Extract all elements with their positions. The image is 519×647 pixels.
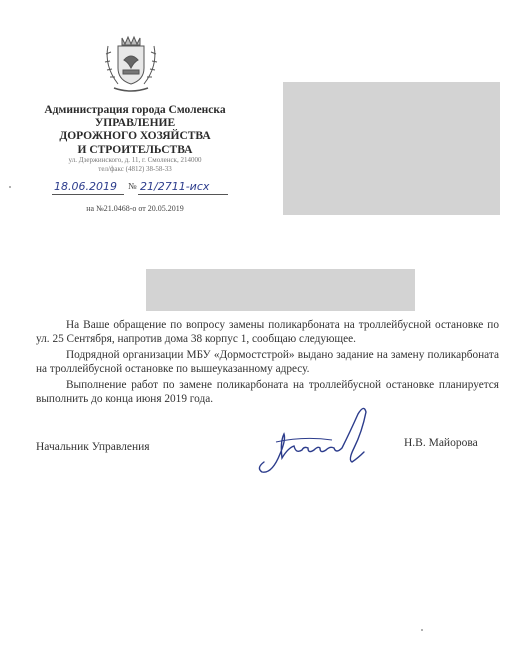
scan-speck [421,629,423,631]
outgoing-date-number [52,180,232,196]
body-paragraph-3: Выполнение работ по замене поликарбоната на троллейбусной остановке планируется выполнить до конца июня 2019 года. [36,379,499,406]
redacted-salutation [146,269,415,311]
outgoing-number: 21/2711-исх [140,180,210,193]
reference-line: на №21.0468-о от 20.05.2019 [86,204,184,213]
outgoing-date: 18.06.2019 [54,180,117,193]
body-paragraph-2: Подрядной организации МБУ «Дормостстрой» выдано задание на замену поликарбоната на троллейбусной остановке по вышеуказанному адресу. [36,349,499,376]
number-prefix: № [128,181,137,191]
number-underline [138,194,228,195]
handwritten-signature [254,402,384,478]
department-address: ул. Дзержинского, д. 11, г. Смоленск, 214000 [68,156,202,164]
date-underline [52,194,124,195]
redacted-recipient-block [283,82,500,215]
signatory-name: Н.В. Майорова [404,437,478,449]
body-paragraph-1: На Ваше обращение по вопросу замены поликарбоната на троллейбусной остановке по ул. 25 Сентября, напротив дома 38 корпус 1, сообщаю следующее. [36,319,499,346]
department-line-3: И СТРОИТЕЛЬСТВА [77,144,193,156]
department-line-2: ДОРОЖНОГО ХОЗЯЙСТВА [59,130,211,142]
department-line-1: УПРАВЛЕНИЕ [94,117,176,129]
signatory-title: Начальник Управления [36,441,150,453]
administration-name: Администрация города Смоленска [44,104,226,116]
coat-of-arms-icon [98,32,164,96]
department-phone: тел/факс (4812) 38-58-33 [98,165,172,173]
scan-speck [9,186,11,188]
